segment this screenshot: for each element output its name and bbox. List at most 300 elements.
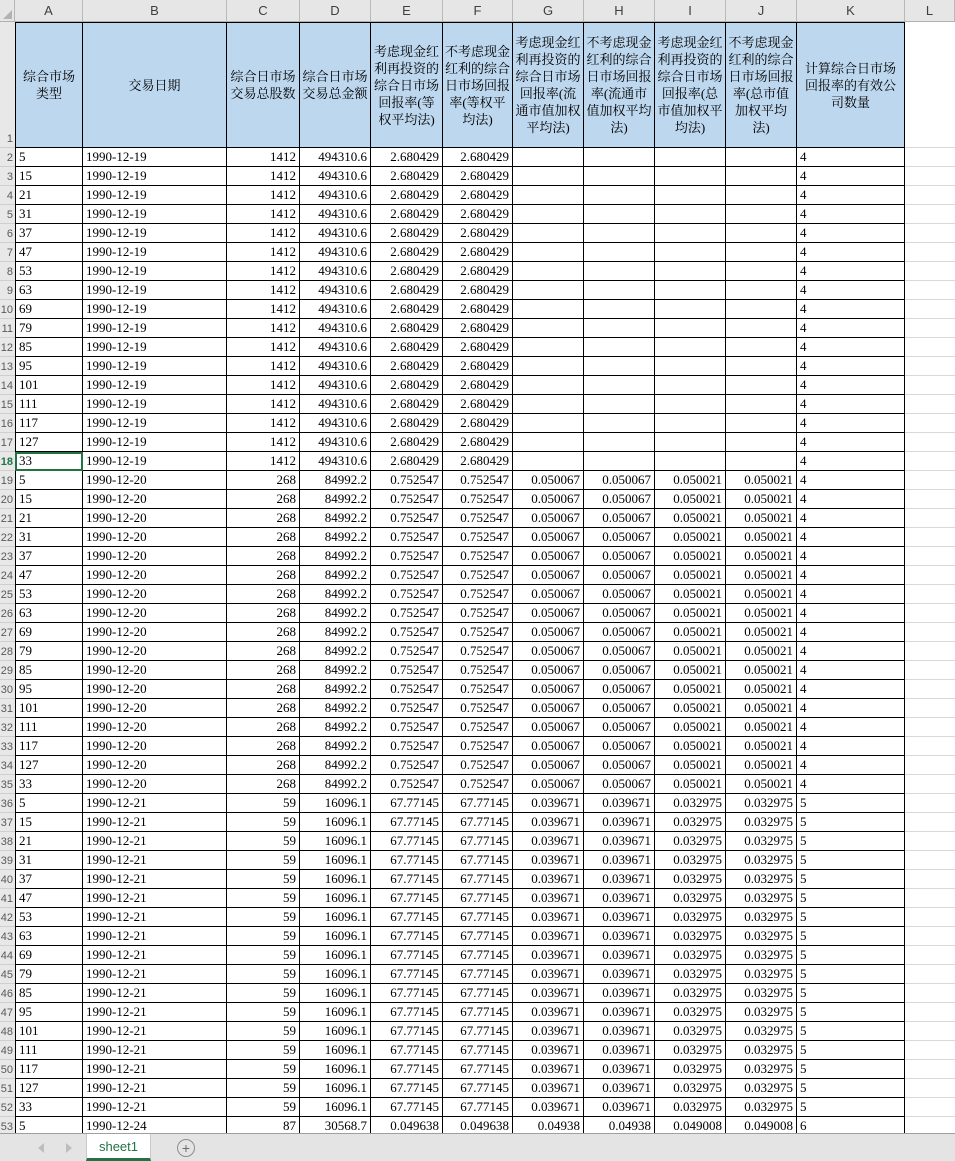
row-header-43[interactable] <box>0 927 15 946</box>
cell-a52[interactable]: 33 <box>15 1098 83 1117</box>
cell-i36[interactable]: 0.032975 <box>655 794 726 813</box>
column-header-l[interactable]: L <box>905 0 955 21</box>
cell-d4[interactable]: 494310.6 <box>300 186 371 205</box>
cell-f47[interactable]: 67.77145 <box>443 1003 513 1022</box>
cell-d12[interactable]: 494310.6 <box>300 338 371 357</box>
cell-c12[interactable]: 1412 <box>227 338 300 357</box>
cell-c19[interactable]: 268 <box>227 471 300 490</box>
row-header-39[interactable] <box>0 851 15 870</box>
cell-g2[interactable] <box>513 148 584 167</box>
row-header-26[interactable] <box>0 604 15 623</box>
cell-a49[interactable]: 111 <box>15 1041 83 1060</box>
row-header-30[interactable] <box>0 680 15 699</box>
cell-f19[interactable]: 0.752547 <box>443 471 513 490</box>
cell-f32[interactable]: 0.752547 <box>443 718 513 737</box>
cell-k12[interactable]: 4 <box>797 338 905 357</box>
cell-e34[interactable]: 0.752547 <box>371 756 443 775</box>
cell-l22[interactable] <box>905 528 955 547</box>
cell-f31[interactable]: 0.752547 <box>443 699 513 718</box>
add-sheet-button[interactable]: + <box>177 1139 195 1157</box>
row-header-14[interactable] <box>0 376 15 395</box>
cell-i52[interactable]: 0.032975 <box>655 1098 726 1117</box>
row-header-32[interactable] <box>0 718 15 737</box>
row-header-44[interactable] <box>0 946 15 965</box>
cell-d52[interactable]: 16096.1 <box>300 1098 371 1117</box>
cell-b48[interactable]: 1990-12-21 <box>83 1022 227 1041</box>
cell-g48[interactable]: 0.039671 <box>513 1022 584 1041</box>
cell-i7[interactable] <box>655 243 726 262</box>
row-header-45[interactable] <box>0 965 15 984</box>
cell-j35[interactable]: 0.050021 <box>726 775 797 794</box>
cell-l27[interactable] <box>905 623 955 642</box>
cell-g46[interactable]: 0.039671 <box>513 984 584 1003</box>
cell-a28[interactable]: 79 <box>15 642 83 661</box>
cell-c14[interactable]: 1412 <box>227 376 300 395</box>
cell-h17[interactable] <box>584 433 655 452</box>
cell-c20[interactable]: 268 <box>227 490 300 509</box>
cell-i3[interactable] <box>655 167 726 186</box>
cell-e41[interactable]: 67.77145 <box>371 889 443 908</box>
cell-k25[interactable]: 4 <box>797 585 905 604</box>
row-header-51[interactable] <box>0 1079 15 1098</box>
cell-e11[interactable]: 2.680429 <box>371 319 443 338</box>
cell-i45[interactable]: 0.032975 <box>655 965 726 984</box>
cell-e3[interactable]: 2.680429 <box>371 167 443 186</box>
cell-h32[interactable]: 0.050067 <box>584 718 655 737</box>
cell-b12[interactable]: 1990-12-19 <box>83 338 227 357</box>
cell-f20[interactable]: 0.752547 <box>443 490 513 509</box>
cell-i38[interactable]: 0.032975 <box>655 832 726 851</box>
cell-d6[interactable]: 494310.6 <box>300 224 371 243</box>
cell-i42[interactable]: 0.032975 <box>655 908 726 927</box>
cell-i22[interactable]: 0.050021 <box>655 528 726 547</box>
cell-j40[interactable]: 0.032975 <box>726 870 797 889</box>
cell-a44[interactable]: 69 <box>15 946 83 965</box>
cell-k36[interactable]: 5 <box>797 794 905 813</box>
row-header-22[interactable] <box>0 528 15 547</box>
cell-l37[interactable] <box>905 813 955 832</box>
cell-a36[interactable]: 5 <box>15 794 83 813</box>
cell-b31[interactable]: 1990-12-20 <box>83 699 227 718</box>
cell-e19[interactable]: 0.752547 <box>371 471 443 490</box>
cell-j29[interactable]: 0.050021 <box>726 661 797 680</box>
cell-g14[interactable] <box>513 376 584 395</box>
cell-d44[interactable]: 16096.1 <box>300 946 371 965</box>
cell-d32[interactable]: 84992.2 <box>300 718 371 737</box>
cell-e8[interactable]: 2.680429 <box>371 262 443 281</box>
cell-a5[interactable]: 31 <box>15 205 83 224</box>
cell-d46[interactable]: 16096.1 <box>300 984 371 1003</box>
cell-h8[interactable] <box>584 262 655 281</box>
cell-c32[interactable]: 268 <box>227 718 300 737</box>
cell-h35[interactable]: 0.050067 <box>584 775 655 794</box>
cell-j38[interactable]: 0.032975 <box>726 832 797 851</box>
cell-g4[interactable] <box>513 186 584 205</box>
cell-f30[interactable]: 0.752547 <box>443 680 513 699</box>
column-header-k[interactable]: K <box>797 0 905 21</box>
cell-d20[interactable]: 84992.2 <box>300 490 371 509</box>
cell-e9[interactable]: 2.680429 <box>371 281 443 300</box>
cell-b30[interactable]: 1990-12-20 <box>83 680 227 699</box>
row-header-10[interactable] <box>0 300 15 319</box>
cell-g43[interactable]: 0.039671 <box>513 927 584 946</box>
cell-g32[interactable]: 0.050067 <box>513 718 584 737</box>
cell-e21[interactable]: 0.752547 <box>371 509 443 528</box>
cell-a1[interactable]: 综合市场类型 <box>15 22 83 148</box>
cell-k14[interactable]: 4 <box>797 376 905 395</box>
cell-d37[interactable]: 16096.1 <box>300 813 371 832</box>
cell-a32[interactable]: 111 <box>15 718 83 737</box>
cell-l7[interactable] <box>905 243 955 262</box>
cell-l47[interactable] <box>905 1003 955 1022</box>
cell-e49[interactable]: 67.77145 <box>371 1041 443 1060</box>
cell-b50[interactable]: 1990-12-21 <box>83 1060 227 1079</box>
cell-i5[interactable] <box>655 205 726 224</box>
cell-f40[interactable]: 67.77145 <box>443 870 513 889</box>
cell-b42[interactable]: 1990-12-21 <box>83 908 227 927</box>
cell-g40[interactable]: 0.039671 <box>513 870 584 889</box>
cell-l17[interactable] <box>905 433 955 452</box>
cell-f10[interactable]: 2.680429 <box>443 300 513 319</box>
cell-h10[interactable] <box>584 300 655 319</box>
cell-g45[interactable]: 0.039671 <box>513 965 584 984</box>
cell-l41[interactable] <box>905 889 955 908</box>
cell-c24[interactable]: 268 <box>227 566 300 585</box>
cell-f28[interactable]: 0.752547 <box>443 642 513 661</box>
cell-i25[interactable]: 0.050021 <box>655 585 726 604</box>
cell-k33[interactable]: 4 <box>797 737 905 756</box>
cell-i35[interactable]: 0.050021 <box>655 775 726 794</box>
cell-g3[interactable] <box>513 167 584 186</box>
cell-k1[interactable]: 计算综合日市场回报率的有效公司数量 <box>797 22 905 148</box>
cell-e20[interactable]: 0.752547 <box>371 490 443 509</box>
cell-e16[interactable]: 2.680429 <box>371 414 443 433</box>
cell-i17[interactable] <box>655 433 726 452</box>
cell-j16[interactable] <box>726 414 797 433</box>
cell-e6[interactable]: 2.680429 <box>371 224 443 243</box>
cell-j24[interactable]: 0.050021 <box>726 566 797 585</box>
cell-j42[interactable]: 0.032975 <box>726 908 797 927</box>
cell-b34[interactable]: 1990-12-20 <box>83 756 227 775</box>
cell-i13[interactable] <box>655 357 726 376</box>
row-header-40[interactable] <box>0 870 15 889</box>
cell-d13[interactable]: 494310.6 <box>300 357 371 376</box>
cell-j18[interactable] <box>726 452 797 471</box>
cell-j48[interactable]: 0.032975 <box>726 1022 797 1041</box>
cell-h19[interactable]: 0.050067 <box>584 471 655 490</box>
cell-g1[interactable]: 考虑现金红利再投资的综合日市场回报率(流通市值加权平均法) <box>513 22 584 148</box>
cell-a31[interactable]: 101 <box>15 699 83 718</box>
cell-j41[interactable]: 0.032975 <box>726 889 797 908</box>
cell-k24[interactable]: 4 <box>797 566 905 585</box>
cell-g38[interactable]: 0.039671 <box>513 832 584 851</box>
cell-a35[interactable]: 33 <box>15 775 83 794</box>
cell-h27[interactable]: 0.050067 <box>584 623 655 642</box>
cell-a23[interactable]: 37 <box>15 547 83 566</box>
cell-j52[interactable]: 0.032975 <box>726 1098 797 1117</box>
cell-a16[interactable]: 117 <box>15 414 83 433</box>
cell-f18[interactable]: 2.680429 <box>443 452 513 471</box>
cell-e30[interactable]: 0.752547 <box>371 680 443 699</box>
cell-d2[interactable]: 494310.6 <box>300 148 371 167</box>
cell-h11[interactable] <box>584 319 655 338</box>
cell-l13[interactable] <box>905 357 955 376</box>
cell-l25[interactable] <box>905 585 955 604</box>
cell-k48[interactable]: 5 <box>797 1022 905 1041</box>
cell-a30[interactable]: 95 <box>15 680 83 699</box>
cell-c35[interactable]: 268 <box>227 775 300 794</box>
cell-j32[interactable]: 0.050021 <box>726 718 797 737</box>
cell-f27[interactable]: 0.752547 <box>443 623 513 642</box>
cell-l3[interactable] <box>905 167 955 186</box>
cell-c53[interactable]: 87 <box>227 1117 300 1133</box>
cell-h41[interactable]: 0.039671 <box>584 889 655 908</box>
column-header-d[interactable]: D <box>300 0 371 21</box>
cell-j33[interactable]: 0.050021 <box>726 737 797 756</box>
sheet-nav-left-icon[interactable] <box>38 1143 44 1153</box>
cell-c37[interactable]: 59 <box>227 813 300 832</box>
cell-h13[interactable] <box>584 357 655 376</box>
cell-a51[interactable]: 127 <box>15 1079 83 1098</box>
row-header-4[interactable] <box>0 186 15 205</box>
cell-k23[interactable]: 4 <box>797 547 905 566</box>
cell-b16[interactable]: 1990-12-19 <box>83 414 227 433</box>
cell-i6[interactable] <box>655 224 726 243</box>
cell-b3[interactable]: 1990-12-19 <box>83 167 227 186</box>
cell-i18[interactable] <box>655 452 726 471</box>
cell-b53[interactable]: 1990-12-24 <box>83 1117 227 1133</box>
cell-f25[interactable]: 0.752547 <box>443 585 513 604</box>
cell-i14[interactable] <box>655 376 726 395</box>
cell-a4[interactable]: 21 <box>15 186 83 205</box>
cell-k46[interactable]: 5 <box>797 984 905 1003</box>
cell-i33[interactable]: 0.050021 <box>655 737 726 756</box>
cell-i50[interactable]: 0.032975 <box>655 1060 726 1079</box>
cell-i31[interactable]: 0.050021 <box>655 699 726 718</box>
cell-i10[interactable] <box>655 300 726 319</box>
cell-l23[interactable] <box>905 547 955 566</box>
cell-j7[interactable] <box>726 243 797 262</box>
row-header-13[interactable] <box>0 357 15 376</box>
cell-d7[interactable]: 494310.6 <box>300 243 371 262</box>
cell-g27[interactable]: 0.050067 <box>513 623 584 642</box>
cell-g10[interactable] <box>513 300 584 319</box>
row-header-47[interactable] <box>0 1003 15 1022</box>
cell-k26[interactable]: 4 <box>797 604 905 623</box>
cell-d23[interactable]: 84992.2 <box>300 547 371 566</box>
cell-b40[interactable]: 1990-12-21 <box>83 870 227 889</box>
row-header-38[interactable] <box>0 832 15 851</box>
cell-l19[interactable] <box>905 471 955 490</box>
cell-a3[interactable]: 15 <box>15 167 83 186</box>
cell-k42[interactable]: 5 <box>797 908 905 927</box>
cell-k13[interactable]: 4 <box>797 357 905 376</box>
cell-c40[interactable]: 59 <box>227 870 300 889</box>
cell-d47[interactable]: 16096.1 <box>300 1003 371 1022</box>
cell-l2[interactable] <box>905 148 955 167</box>
cell-c21[interactable]: 268 <box>227 509 300 528</box>
cell-h33[interactable]: 0.050067 <box>584 737 655 756</box>
cell-d28[interactable]: 84992.2 <box>300 642 371 661</box>
row-header-19[interactable] <box>0 471 15 490</box>
cell-a15[interactable]: 111 <box>15 395 83 414</box>
cell-d33[interactable]: 84992.2 <box>300 737 371 756</box>
cell-b4[interactable]: 1990-12-19 <box>83 186 227 205</box>
cell-h25[interactable]: 0.050067 <box>584 585 655 604</box>
cell-c25[interactable]: 268 <box>227 585 300 604</box>
cell-i1[interactable]: 考虑现金红利再投资的综合日市场回报率(总市值加权平均法) <box>655 22 726 148</box>
row-header-20[interactable] <box>0 490 15 509</box>
cell-a40[interactable]: 37 <box>15 870 83 889</box>
cell-d42[interactable]: 16096.1 <box>300 908 371 927</box>
cell-b19[interactable]: 1990-12-20 <box>83 471 227 490</box>
cell-e48[interactable]: 67.77145 <box>371 1022 443 1041</box>
cell-f29[interactable]: 0.752547 <box>443 661 513 680</box>
cell-b10[interactable]: 1990-12-19 <box>83 300 227 319</box>
column-header-a[interactable]: A <box>15 0 83 21</box>
cell-h53[interactable]: 0.04938 <box>584 1117 655 1133</box>
cell-j2[interactable] <box>726 148 797 167</box>
cell-i19[interactable]: 0.050021 <box>655 471 726 490</box>
cell-g47[interactable]: 0.039671 <box>513 1003 584 1022</box>
cell-g15[interactable] <box>513 395 584 414</box>
cell-a33[interactable]: 117 <box>15 737 83 756</box>
cell-c41[interactable]: 59 <box>227 889 300 908</box>
cell-e23[interactable]: 0.752547 <box>371 547 443 566</box>
cell-k31[interactable]: 4 <box>797 699 905 718</box>
row-header-52[interactable] <box>0 1098 15 1117</box>
row-header-5[interactable] <box>0 205 15 224</box>
cell-d30[interactable]: 84992.2 <box>300 680 371 699</box>
cell-c30[interactable]: 268 <box>227 680 300 699</box>
cell-g31[interactable]: 0.050067 <box>513 699 584 718</box>
cell-l38[interactable] <box>905 832 955 851</box>
cell-f46[interactable]: 67.77145 <box>443 984 513 1003</box>
cell-j3[interactable] <box>726 167 797 186</box>
cell-g22[interactable]: 0.050067 <box>513 528 584 547</box>
cell-j19[interactable]: 0.050021 <box>726 471 797 490</box>
cell-f36[interactable]: 67.77145 <box>443 794 513 813</box>
cell-g7[interactable] <box>513 243 584 262</box>
cell-d19[interactable]: 84992.2 <box>300 471 371 490</box>
cell-h16[interactable] <box>584 414 655 433</box>
cell-d41[interactable]: 16096.1 <box>300 889 371 908</box>
cell-e2[interactable]: 2.680429 <box>371 148 443 167</box>
cell-b18[interactable]: 1990-12-19 <box>83 452 227 471</box>
cell-g35[interactable]: 0.050067 <box>513 775 584 794</box>
cell-c6[interactable]: 1412 <box>227 224 300 243</box>
cell-c27[interactable]: 268 <box>227 623 300 642</box>
row-header-25[interactable] <box>0 585 15 604</box>
cell-k53[interactable]: 6 <box>797 1117 905 1133</box>
cell-k49[interactable]: 5 <box>797 1041 905 1060</box>
cell-j49[interactable]: 0.032975 <box>726 1041 797 1060</box>
cell-e42[interactable]: 67.77145 <box>371 908 443 927</box>
cell-j14[interactable] <box>726 376 797 395</box>
cell-b41[interactable]: 1990-12-21 <box>83 889 227 908</box>
cell-e37[interactable]: 67.77145 <box>371 813 443 832</box>
cell-a7[interactable]: 47 <box>15 243 83 262</box>
cell-k10[interactable]: 4 <box>797 300 905 319</box>
cell-j27[interactable]: 0.050021 <box>726 623 797 642</box>
cell-h20[interactable]: 0.050067 <box>584 490 655 509</box>
cell-f16[interactable]: 2.680429 <box>443 414 513 433</box>
cell-e22[interactable]: 0.752547 <box>371 528 443 547</box>
cell-e43[interactable]: 67.77145 <box>371 927 443 946</box>
cell-f42[interactable]: 67.77145 <box>443 908 513 927</box>
cell-j44[interactable]: 0.032975 <box>726 946 797 965</box>
cell-b25[interactable]: 1990-12-20 <box>83 585 227 604</box>
cell-g13[interactable] <box>513 357 584 376</box>
cell-c9[interactable]: 1412 <box>227 281 300 300</box>
cell-e24[interactable]: 0.752547 <box>371 566 443 585</box>
cell-j8[interactable] <box>726 262 797 281</box>
cell-b44[interactable]: 1990-12-21 <box>83 946 227 965</box>
cell-k28[interactable]: 4 <box>797 642 905 661</box>
cell-l45[interactable] <box>905 965 955 984</box>
row-header-36[interactable] <box>0 794 15 813</box>
cell-h38[interactable]: 0.039671 <box>584 832 655 851</box>
cell-d53[interactable]: 30568.7 <box>300 1117 371 1133</box>
cell-i27[interactable]: 0.050021 <box>655 623 726 642</box>
row-header-1[interactable] <box>0 22 15 148</box>
cell-l52[interactable] <box>905 1098 955 1117</box>
cell-j20[interactable]: 0.050021 <box>726 490 797 509</box>
cell-f53[interactable]: 0.049638 <box>443 1117 513 1133</box>
cell-l49[interactable] <box>905 1041 955 1060</box>
cell-a39[interactable]: 31 <box>15 851 83 870</box>
cell-h51[interactable]: 0.039671 <box>584 1079 655 1098</box>
cell-e31[interactable]: 0.752547 <box>371 699 443 718</box>
cell-c47[interactable]: 59 <box>227 1003 300 1022</box>
cell-f43[interactable]: 67.77145 <box>443 927 513 946</box>
cell-h52[interactable]: 0.039671 <box>584 1098 655 1117</box>
cell-j12[interactable] <box>726 338 797 357</box>
cell-a45[interactable]: 79 <box>15 965 83 984</box>
cell-l26[interactable] <box>905 604 955 623</box>
cell-k50[interactable]: 5 <box>797 1060 905 1079</box>
cell-f11[interactable]: 2.680429 <box>443 319 513 338</box>
cell-c49[interactable]: 59 <box>227 1041 300 1060</box>
sheet-nav-right-icon[interactable] <box>66 1143 72 1153</box>
cell-i16[interactable] <box>655 414 726 433</box>
cell-b28[interactable]: 1990-12-20 <box>83 642 227 661</box>
cell-f5[interactable]: 2.680429 <box>443 205 513 224</box>
cell-i44[interactable]: 0.032975 <box>655 946 726 965</box>
cell-l42[interactable] <box>905 908 955 927</box>
cell-c28[interactable]: 268 <box>227 642 300 661</box>
cell-j43[interactable]: 0.032975 <box>726 927 797 946</box>
cell-b1[interactable]: 交易日期 <box>83 22 227 148</box>
cell-g11[interactable] <box>513 319 584 338</box>
cell-f37[interactable]: 67.77145 <box>443 813 513 832</box>
cell-j15[interactable] <box>726 395 797 414</box>
cell-j4[interactable] <box>726 186 797 205</box>
cell-k35[interactable]: 4 <box>797 775 905 794</box>
cell-j37[interactable]: 0.032975 <box>726 813 797 832</box>
cell-a48[interactable]: 101 <box>15 1022 83 1041</box>
cell-k2[interactable]: 4 <box>797 148 905 167</box>
cell-j1[interactable]: 不考虑现金红利的综合日市场回报率(总市值加权平均法) <box>726 22 797 148</box>
cell-k22[interactable]: 4 <box>797 528 905 547</box>
cell-d14[interactable]: 494310.6 <box>300 376 371 395</box>
cell-g37[interactable]: 0.039671 <box>513 813 584 832</box>
row-header-7[interactable] <box>0 243 15 262</box>
row-header-6[interactable] <box>0 224 15 243</box>
cell-g25[interactable]: 0.050067 <box>513 585 584 604</box>
cell-c51[interactable]: 59 <box>227 1079 300 1098</box>
cell-l34[interactable] <box>905 756 955 775</box>
